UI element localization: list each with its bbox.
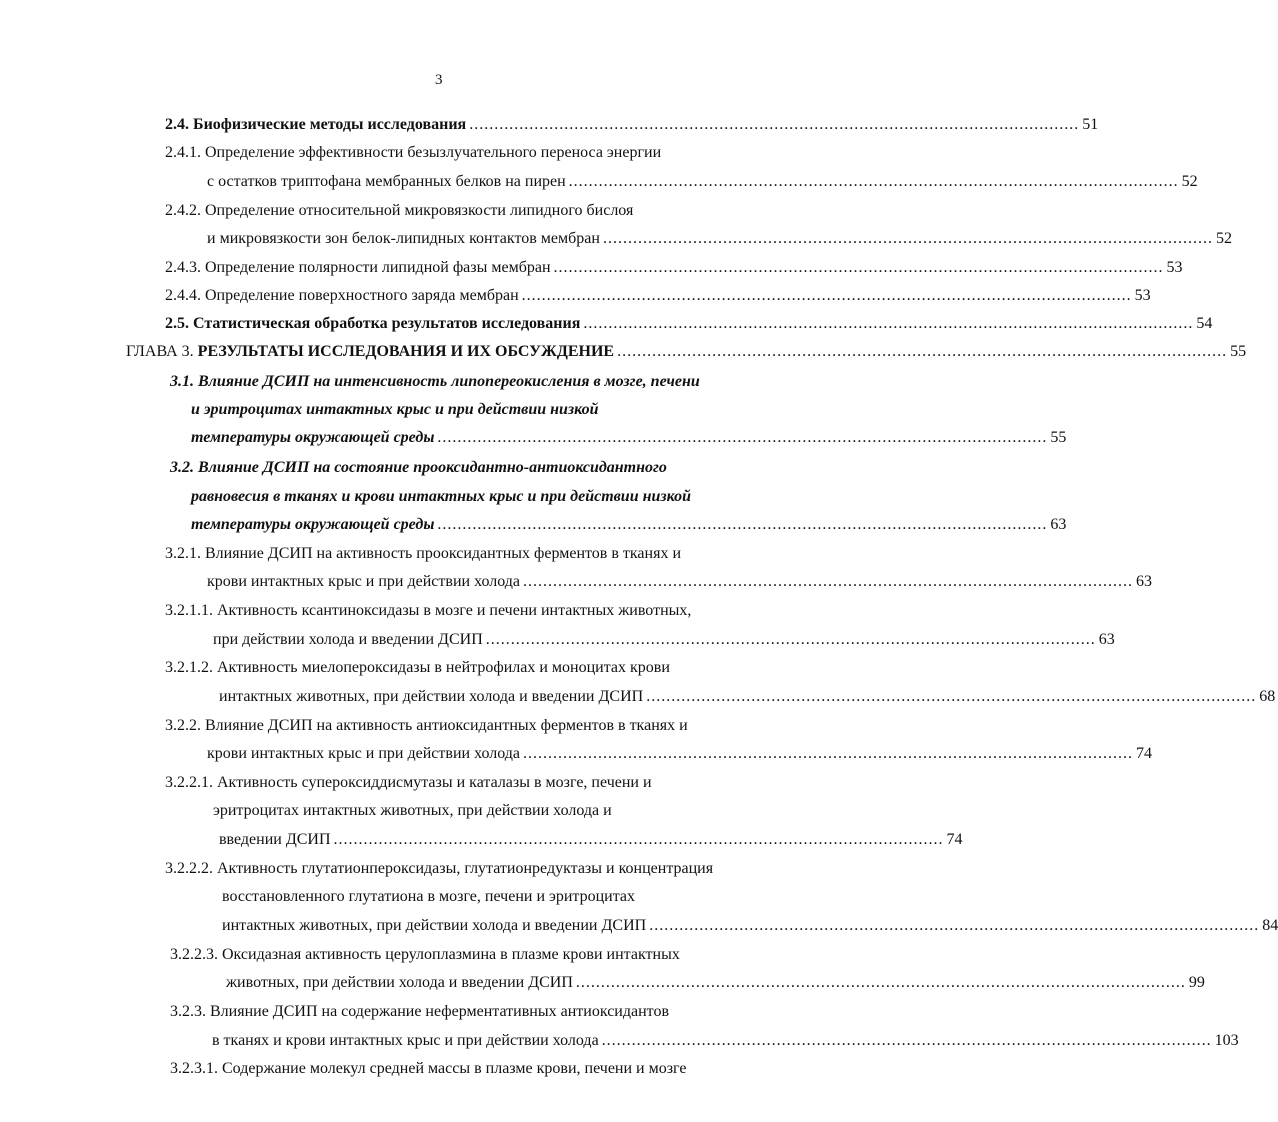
toc-page-number: 53 [1166, 259, 1183, 276]
toc-page-number: 55 [1050, 429, 1067, 446]
dot-leader: .......................................................................................................................... [583, 315, 1194, 332]
toc-entry-3-2-cont: равновесия в тканях и крови интактных крыс и при действии низкой [191, 488, 692, 505]
toc-entry-3-2-1-2: 3.2.1.2. Активность миелопероксидазы в нейтрофилах и моноцитах крови [165, 659, 670, 676]
toc-page-number: 99 [1188, 974, 1205, 991]
toc-page-number: 74 [946, 831, 963, 848]
toc-entry-2-4-2: 2.4.2. Определение относительной микровязкости липидного бислоя [165, 202, 634, 219]
toc-entry-2-4 [165, 115, 1099, 135]
toc-entry-3-2-cont2 [191, 515, 1067, 535]
toc-chapter-3 [126, 342, 1247, 362]
dot-leader: .......................................................................................................................... [523, 745, 1134, 762]
toc-entry-title: РЕЗУЛЬТАТЫ ИССЛЕДОВАНИЯ И ИХ ОБСУЖДЕНИЕ [197, 343, 615, 360]
dot-leader: .......................................................................................................................... [646, 688, 1257, 705]
toc-page-number: 63 [1098, 631, 1115, 648]
toc-entry-3-2-2-2: 3.2.2.2. Активность глутатионпероксидазы, глутатионредуктазы и концентрация [165, 860, 714, 877]
toc-entry-2-5 [165, 314, 1213, 334]
toc-page-number: 103 [1214, 1032, 1239, 1049]
toc-entry-3-2-1: 3.2.1. Влияние ДСИП на активность прооксидантных ферментов в тканях и [165, 545, 682, 562]
dot-leader: .......................................................................................................................... [601, 1032, 1212, 1049]
dot-leader: .......................................................................................................................... [602, 230, 1213, 247]
toc-page-number: 63 [1136, 573, 1153, 590]
toc-page-number: 54 [1196, 315, 1213, 332]
toc-entry-2-4-3 [165, 258, 1183, 278]
toc-entry-3-2-2-3: 3.2.2.3. Оксидазная активность церулоплазмина в плазме крови интактных [170, 946, 680, 963]
toc-entry-3-2-2-2-cont: восстановленного глутатиона в мозге, печени и эритроцитах [222, 888, 636, 905]
toc-entry-3-2-3-1: 3.2.3.1. Содержание молекул средней массы в плазме крови, печени и мозге [170, 1060, 687, 1077]
chapter-prefix: ГЛАВА 3. [126, 343, 194, 360]
toc-entry-3-2-2-1: 3.2.2.1. Активность супероксиддисмутазы и каталазы в мозге, печени и [165, 774, 652, 791]
toc-entry-title: с остатков триптофана мембранных белков на пирен [207, 173, 566, 190]
dot-leader: .......................................................................................................................... [485, 631, 1096, 648]
toc-entry-title: в тканях и крови интактных крыс и при действии холода [212, 1032, 599, 1049]
toc-entry-3-2-3-cont [212, 1031, 1239, 1051]
toc-entry-3-2-2-2-cont2 [222, 916, 1278, 936]
toc-entry-3-2-2-cont [207, 744, 1153, 764]
toc-entry-3-2-2-1-cont: эритроцитах интактных животных, при действии холода и [213, 802, 612, 819]
toc-entry-3-2-3: 3.2.3. Влияние ДСИП на содержание неферментативных антиоксидантов [170, 1003, 669, 1020]
dot-leader: .......................................................................................................................... [333, 831, 944, 848]
toc-entry-title: интактных животных, при действии холода и введении ДСИП [219, 688, 644, 705]
dot-leader: .......................................................................................................................... [575, 974, 1186, 991]
toc-page-number: 53 [1134, 287, 1151, 304]
toc-entry-title: при действии холода и введении ДСИП [213, 631, 483, 648]
toc-entry-3-2-2: 3.2.2. Влияние ДСИП на активность антиоксидантных ферментов в тканях и [165, 717, 688, 734]
toc-entry-3-2-1-cont [207, 572, 1153, 592]
toc-entry-3-1-cont2 [191, 428, 1067, 448]
toc-entry-2-4-2-cont [207, 229, 1232, 249]
toc-page-number: 63 [1050, 516, 1067, 533]
toc-entry-3-2-2-1-cont2 [219, 830, 963, 850]
toc-entry-title: 2.5. Статистическая обработка результатов исследования [165, 315, 581, 332]
toc-entry-title: интактных животных, при действии холода и введении ДСИП [222, 917, 647, 934]
toc-entry-title: 2.4. Биофизические методы исследования [165, 116, 467, 133]
toc-entry-3-1: 3.1. Влияние ДСИП на интенсивность липопереокисления в мозге, печени [170, 373, 700, 390]
dot-leader: .......................................................................................................................... [649, 917, 1260, 934]
toc-entry-title: температуры окружающей среды [191, 429, 435, 446]
toc-entry-title: животных, при действии холода и введении ДСИП [226, 974, 573, 991]
toc-entry-title: крови интактных крыс и при действии холода [207, 745, 521, 762]
toc-page-number: 84 [1262, 917, 1278, 934]
toc-entry-2-4-1-cont [207, 172, 1198, 192]
toc-page-number: 52 [1215, 230, 1232, 247]
toc-page-number: 68 [1259, 688, 1276, 705]
toc-entry-title: 2.4.3. Определение полярности липидной фазы мембран [165, 259, 551, 276]
dot-leader: .......................................................................................................................... [437, 516, 1048, 533]
dot-leader: .......................................................................................................................... [523, 573, 1134, 590]
toc-entry-3-2: 3.2. Влияние ДСИП на состояние прооксидантно-антиоксидантного [170, 459, 667, 476]
toc-entry-3-1-cont: и эритроцитах интактных крыс и при действии низкой [191, 401, 599, 418]
dot-leader: .......................................................................................................................... [521, 287, 1132, 304]
dot-leader: .......................................................................................................................... [437, 429, 1048, 446]
dot-leader: .......................................................................................................................... [553, 259, 1164, 276]
dot-leader: .......................................................................................................................... [469, 116, 1080, 133]
dot-leader: .......................................................................................................................... [568, 173, 1179, 190]
toc-page-number: 55 [1230, 343, 1247, 360]
toc-entry-title: и микровязкости зон белок-липидных контактов мембран [207, 230, 600, 247]
toc-entry-3-2-1-1: 3.2.1.1. Активность ксантиноксидазы в мозге и печени интактных животных, [165, 602, 692, 619]
toc-page-number: 74 [1136, 745, 1153, 762]
dot-leader: .......................................................................................................................... [617, 343, 1228, 360]
toc-entry-title: температуры окружающей среды [191, 516, 435, 533]
toc-entry-title: крови интактных крыс и при действии холода [207, 573, 521, 590]
toc-entry-3-2-1-1-cont [213, 630, 1115, 650]
toc-entry-2-4-1: 2.4.1. Определение эффективности безызлучательного переноса энергии [165, 144, 662, 161]
toc-entry-3-2-2-3-cont [226, 973, 1205, 993]
page-number: 3 [435, 72, 443, 88]
toc-page-number: 52 [1181, 173, 1198, 190]
toc-entry-title: 2.4.4. Определение поверхностного заряда мембран [165, 287, 519, 304]
toc-entry-2-4-4 [165, 286, 1151, 306]
toc-page-number: 51 [1082, 116, 1099, 133]
toc-entry-3-2-1-2-cont [219, 687, 1276, 707]
toc-entry-title: введении ДСИП [219, 831, 331, 848]
